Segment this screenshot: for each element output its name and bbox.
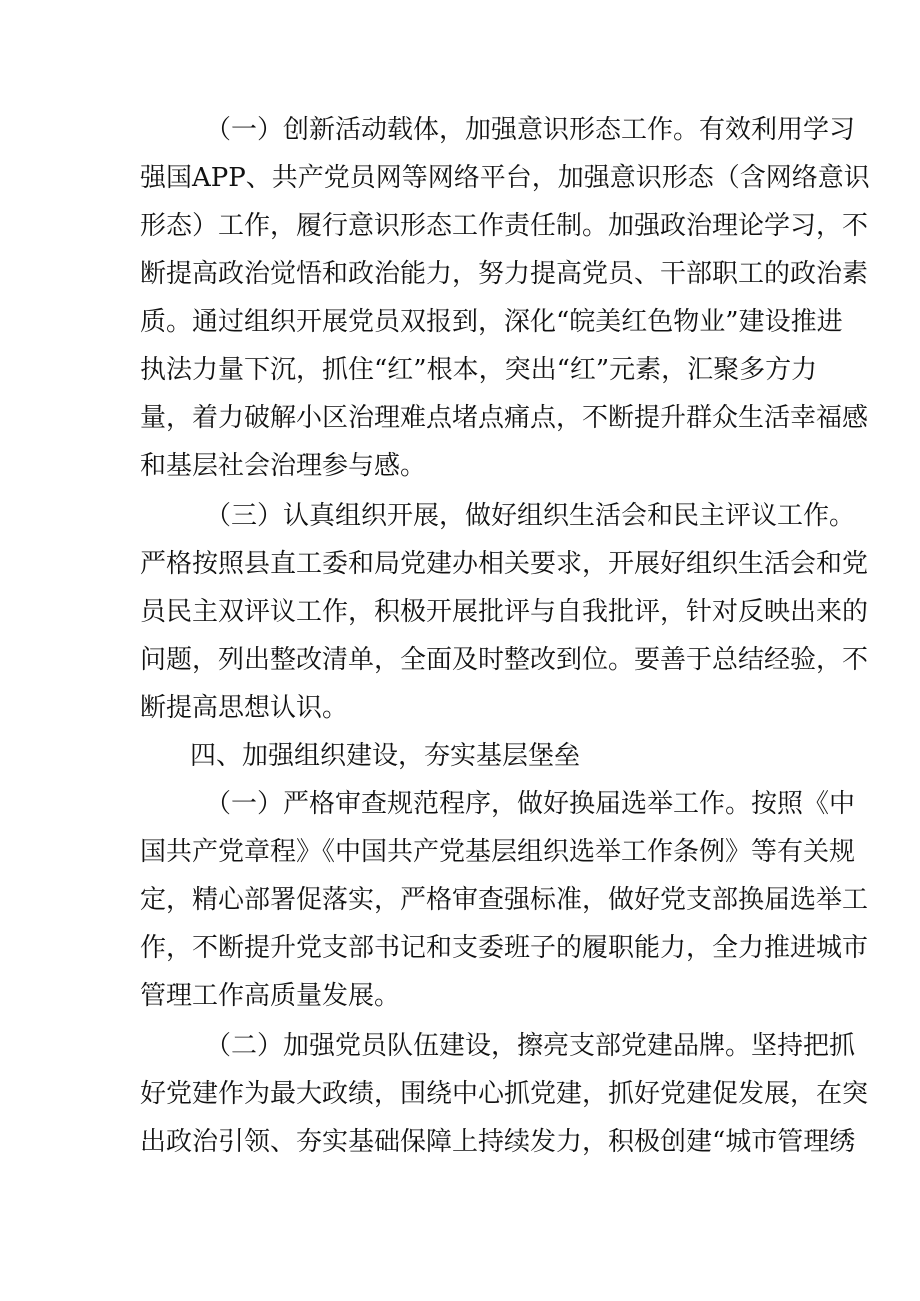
paragraph-2-line-3: 员民主双评议工作，积极开展批评与自我批评，针对反映出来的 — [140, 597, 869, 627]
paragraph-1-line-3: 形态）工作，履行意识形态工作责任制。加强政治理论学习，不 — [140, 211, 869, 241]
paragraph-2-line-4: 问题，列出整改清单，全面及时整改到位。要善于总结经验，不 — [140, 645, 869, 675]
paragraph-3-line-4: 作，不断提升党支部书记和支委班子的履职能力，全力推进城市 — [140, 933, 869, 963]
paragraph-2-line-5: 断提高思想认识。 — [140, 693, 349, 723]
paragraph-1-line-1: （一）创新活动载体，加强意识形态工作。有效利用学习 — [205, 115, 856, 145]
section-heading: 四、加强组织建设，夯实基层堡垒 — [190, 741, 581, 771]
paragraph-1-line-4: 断提高政治觉悟和政治能力，努力提高党员、干部职工的政治素 — [140, 259, 869, 289]
paragraph-1-line-6: 执法力量下沉，抓住“红”根本，突出“红”元素，汇聚多方力 — [140, 355, 818, 385]
paragraph-3-line-3: 定，精心部署促落实，严格审查强标准，做好党支部换届选举工 — [140, 885, 869, 915]
paragraph-1-line-8: 和基层社会治理参与感。 — [140, 451, 427, 481]
paragraph-2-line-1: （三）认真组织开展，做好组织生活会和民主评议工作。 — [205, 501, 856, 531]
paragraph-1-line-7: 量，着力破解小区治理难点堵点痛点，不断提升群众生活幸福感 — [140, 403, 869, 433]
paragraph-4-line-2: 好党建作为最大政绩，围绕中心抓党建，抓好党建促发展，在突 — [140, 1079, 869, 1109]
paragraph-3-line-1: （一）严格审查规范程序，做好换届选举工作。按照《中 — [205, 789, 856, 819]
paragraph-3-line-5: 管理工作高质量发展。 — [140, 981, 401, 1011]
paragraph-1-line-5: 质。通过组织开展党员双报到，深化“皖美红色物业”建设推进 — [140, 307, 843, 337]
paragraph-1-line-2: 强国APP、共产党员网等网络平台，加强意识形态（含网络意识 — [140, 163, 870, 193]
paragraph-2-line-2: 严格按照县直工委和局党建办相关要求，开展好组织生活会和党 — [140, 549, 869, 579]
paragraph-4-line-1: （二）加强党员队伍建设，擦亮支部党建品牌。坚持把抓 — [205, 1031, 856, 1061]
paragraph-4-line-3: 出政治引领、夯实基础保障上持续发力，积极创建“城市管理绣 — [140, 1127, 856, 1157]
paragraph-3-line-2: 国共产党章程》《中国共产党基层组织选举工作条例》等有关规 — [140, 837, 856, 867]
